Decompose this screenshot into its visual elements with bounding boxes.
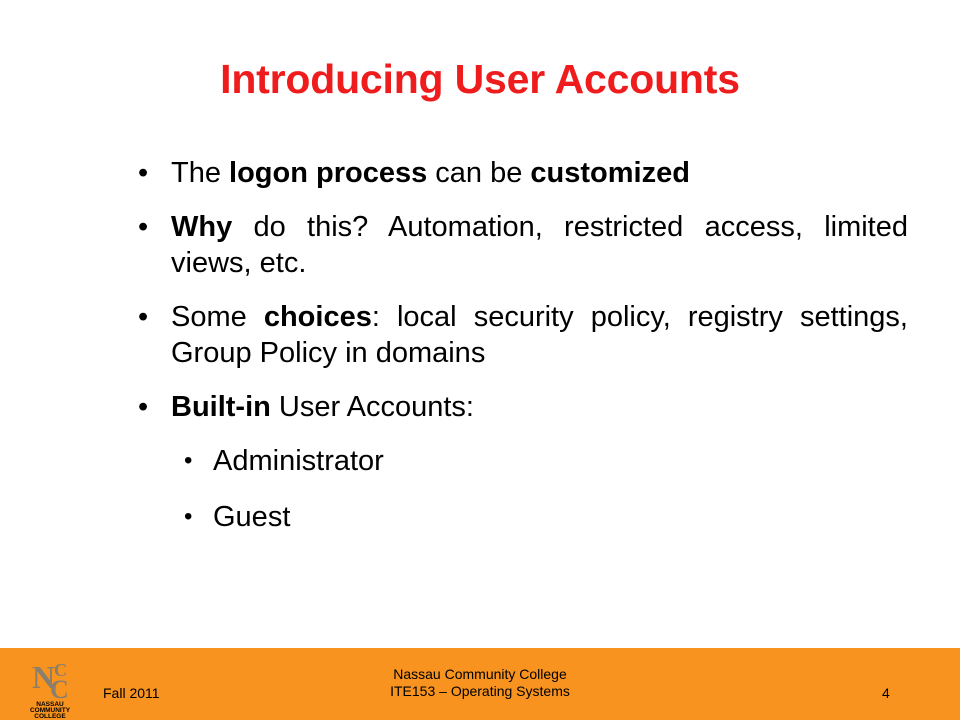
sub-bullet-item bbox=[138, 499, 908, 535]
text-run: Administrator bbox=[213, 445, 384, 477]
bullet-item bbox=[138, 299, 908, 371]
logo-caption-3: COLLEGE bbox=[34, 713, 66, 718]
text-run: : local security policy, registry settings, Group Policy in domains bbox=[171, 301, 908, 369]
bullet-marker: • bbox=[184, 503, 193, 530]
text-run: Some bbox=[171, 301, 264, 333]
bold-text: customized bbox=[530, 157, 690, 189]
ncc-logo-icon bbox=[18, 654, 82, 718]
bullet-list bbox=[138, 155, 908, 555]
sub-bullet-item bbox=[138, 443, 908, 479]
bold-text: choices bbox=[263, 301, 372, 333]
logo-letter-c-bottom: C bbox=[50, 675, 69, 704]
text-run: Guest bbox=[213, 501, 291, 533]
logo-caption-2: COMMUNITY bbox=[29, 707, 71, 714]
text-run: User Accounts: bbox=[270, 391, 474, 423]
bullet-marker: • bbox=[138, 157, 149, 189]
bold-text: Why bbox=[171, 211, 233, 243]
bullet-marker: • bbox=[138, 211, 149, 243]
text-run: can be bbox=[427, 157, 531, 189]
bullet-marker: • bbox=[138, 391, 149, 423]
logo-letter-c-top: C bbox=[54, 660, 67, 680]
logo-caption-1: NASSAU bbox=[36, 701, 64, 708]
footer-term: Fall 2011 bbox=[103, 685, 160, 701]
slide-title: Introducing User Accounts bbox=[220, 56, 740, 102]
bullet-item bbox=[138, 389, 908, 425]
logo-letter-n: N bbox=[32, 659, 56, 695]
text-run: The bbox=[171, 157, 230, 189]
bold-text: logon process bbox=[229, 157, 428, 189]
footer-course-name: ITE153 – Operating Systems bbox=[390, 683, 570, 699]
bullet-item bbox=[138, 155, 908, 191]
bullet-item bbox=[138, 209, 908, 281]
bullet-marker: • bbox=[138, 301, 149, 333]
bullet-marker: • bbox=[184, 447, 193, 474]
footer-college-name: Nassau Community College bbox=[393, 666, 567, 682]
text-run: do this? Automation, restricted access, limited views, etc. bbox=[171, 211, 908, 279]
page-number: 4 bbox=[882, 685, 890, 701]
bold-text: Built-in bbox=[171, 391, 271, 423]
slide-footer bbox=[0, 648, 960, 720]
footer-college bbox=[350, 666, 610, 700]
